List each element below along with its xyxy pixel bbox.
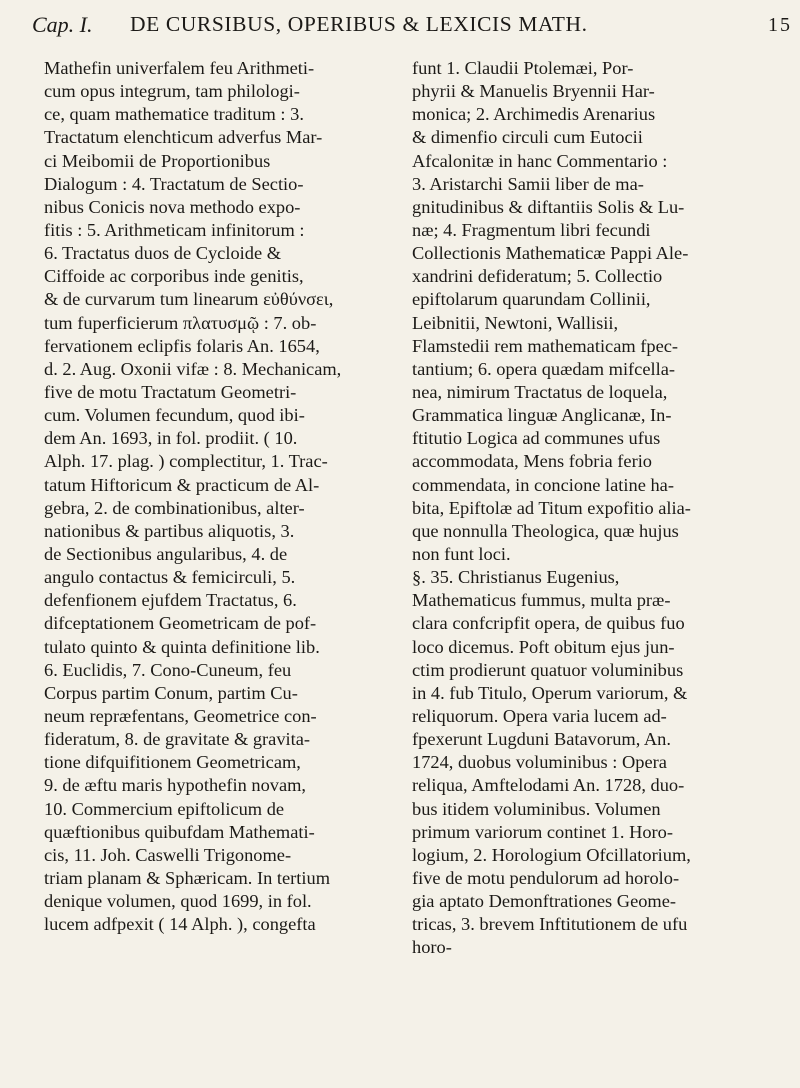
text-line: difceptationem Geometricam de pof-	[44, 613, 317, 634]
text-line: angulo contactus & femicirculi, 5.	[44, 567, 296, 588]
text-line: ctim prodierunt quatuor voluminibus	[412, 659, 684, 680]
text-line: nea, nimirum Tractatus de loquela,	[412, 381, 668, 402]
page-number: 15	[768, 14, 792, 36]
text-line: triam planam & Sphæricam. In tertium	[44, 867, 331, 888]
text-line: 6. Tractatus duos de Cycloide &	[44, 243, 282, 264]
text-line: nationibus & partibus aliquotis, 3.	[44, 520, 295, 541]
text-line: que nonnulla Theologica, quæ hujus	[412, 520, 679, 541]
running-title: DE CURSIBUS, OPERIBUS & LEXICIS MATH.	[130, 12, 588, 36]
text-line: d. 2. Aug. Oxonii vifæ : 8. Mechanicam,	[44, 358, 342, 379]
text-line: quæftionibus quibufdam Mathemati-	[44, 821, 315, 842]
text-line: commendata, in concione latine ha-	[412, 474, 674, 495]
text-line: in 4. fub Titulo, Operum variorum, &	[412, 682, 688, 703]
text-line: cum. Volumen fecundum, quod ibi-	[44, 405, 305, 426]
text-line: tatum Hiftoricum & practicum de Al-	[44, 474, 320, 495]
text-line: epiftolarum quarundam Collinii,	[412, 289, 651, 310]
text-line: Afcalonitæ in hanc Commentario :	[412, 150, 668, 171]
text-line: tantium; 6. opera quædam mifcella-	[412, 358, 676, 379]
text-line: fpexerunt Lugduni Batavorum, An.	[412, 729, 671, 750]
chapter-label: Cap. I.	[32, 12, 93, 37]
text-line: næ; 4. Fragmentum libri fecundi	[412, 219, 651, 240]
text-line: & de curvarum tum linearum εὐθύνσει,	[44, 289, 334, 310]
text-line: Mathefin univerfalem feu Arithmeti-	[44, 58, 315, 78]
text-line: fitis : 5. Arithmeticam infinitorum :	[44, 219, 305, 240]
text-line: nibus Conicis nova methodo expo-	[44, 196, 301, 217]
text-line: Alph. 17. plag. ) complectitur, 1. Trac-	[44, 451, 328, 472]
text-line: accommodata, Mens fobria ferio	[412, 451, 653, 472]
text-line: lucem adfpexit ( 14 Alph. ), congefta	[44, 914, 316, 935]
text-line: tricas, 3. brevem Inftitutionem de ufu	[412, 914, 688, 935]
running-header	[32, 10, 792, 50]
text-line: tum fuperficierum πλατυσμῷ : 7. ob-	[44, 312, 317, 333]
text-line: 6. Euclidis, 7. Cono-Cuneum, feu	[44, 659, 292, 680]
text-line: ci Meibomii de Proportionibus	[44, 150, 271, 171]
text-line: gia aptato Demonftrationes Geome-	[412, 891, 677, 912]
text-line: cis, 11. Joh. Caswelli Trigonome-	[44, 844, 292, 865]
text-line: reliquorum. Opera varia lucem ad-	[412, 705, 667, 726]
text-line: gebra, 2. de combinationibus, alter-	[44, 497, 305, 518]
text-line: monica; 2. Archimedis Arenarius	[412, 104, 656, 125]
text-line: phyrii & Manuelis Bryennii Har-	[412, 81, 655, 102]
text-line: ftitutio Logica ad communes ufus	[412, 428, 661, 449]
text-line: xandrini defideratum; 5. Collectio	[412, 266, 663, 287]
text-line: Flamstedii rem mathematicam fpec-	[412, 335, 679, 356]
text-line: non funt loci.	[412, 543, 511, 564]
text-line: loco dicemus. Poft obitum ejus jun-	[412, 636, 675, 657]
left-text-column	[44, 57, 389, 936]
text-line: Ciffoide ac corporibus inde genitis,	[44, 266, 304, 287]
text-line: de Sectionibus angularibus, 4. de	[44, 543, 288, 564]
text-line: five de motu pendulorum ad horolo-	[412, 867, 680, 888]
text-line: dem An. 1693, in fol. prodiit. ( 10.	[44, 428, 298, 449]
text-line: 3. Aristarchi Samii liber de ma-	[412, 173, 644, 194]
text-line: gnitudinibus & diftantiis Solis & Lu-	[412, 196, 685, 217]
text-line: Grammatica linguæ Anglicanæ, In-	[412, 405, 672, 426]
text-line: tione difquifitionem Geometricam,	[44, 752, 301, 773]
text-line: fervationem eclipfis folaris An. 1654,	[44, 335, 320, 356]
text-line: 10. Commercium epiftolicum de	[44, 798, 285, 819]
text-line: & dimenfio circuli cum Eutocii	[412, 127, 643, 148]
text-line: 1724, duobus voluminibus : Opera	[412, 752, 667, 773]
text-line: neum repræfentans, Geometrice con-	[44, 705, 317, 726]
text-line: denique volumen, quod 1699, in fol.	[44, 891, 312, 912]
text-line: Dialogum : 4. Tractatum de Sectio-	[44, 173, 304, 194]
text-line: Corpus partim Conum, partim Cu-	[44, 682, 298, 703]
text-line: ce, quam mathematice traditum : 3.	[44, 104, 304, 125]
text-line: tulato quinto & quinta definitione lib.	[44, 636, 320, 657]
text-line: bus itidem voluminibus. Volumen	[412, 798, 661, 819]
text-line: reliqua, Amftelodami An. 1728, duo-	[412, 775, 685, 796]
text-line: primum variorum continet 1. Horo-	[412, 821, 673, 842]
text-line: cum opus integrum, tam philologi-	[44, 81, 300, 102]
text-line: bita, Epiftolæ ad Titum expofitio alia-	[412, 497, 691, 518]
text-line: clara confcripfit opera, de quibus fuo	[412, 613, 685, 634]
text-line: Tractatum elenchticum adverfus Mar-	[44, 127, 323, 148]
text-line: funt 1. Claudii Ptolemæi, Por-	[412, 58, 634, 78]
text-line: horo-	[412, 937, 452, 958]
text-line: Leibnitii, Newtoni, Wallisii,	[412, 312, 619, 333]
text-line: five de motu Tractatum Geometri-	[44, 381, 297, 402]
text-line: logium, 2. Horologium Ofcillatorium,	[412, 844, 691, 865]
text-line: Mathematicus fummus, multa præ-	[412, 590, 671, 611]
text-line: 9. de æftu maris hypothefin novam,	[44, 775, 307, 796]
right-text-column	[412, 57, 774, 959]
text-line: Collectionis Mathematicæ Pappi Ale-	[412, 243, 689, 264]
text-line: defenfionem ejufdem Tractatus, 6.	[44, 590, 297, 611]
text-line: §. 35. Christianus Eugenius,	[412, 567, 620, 588]
text-line: fideratum, 8. de gravitate & gravita-	[44, 729, 311, 750]
